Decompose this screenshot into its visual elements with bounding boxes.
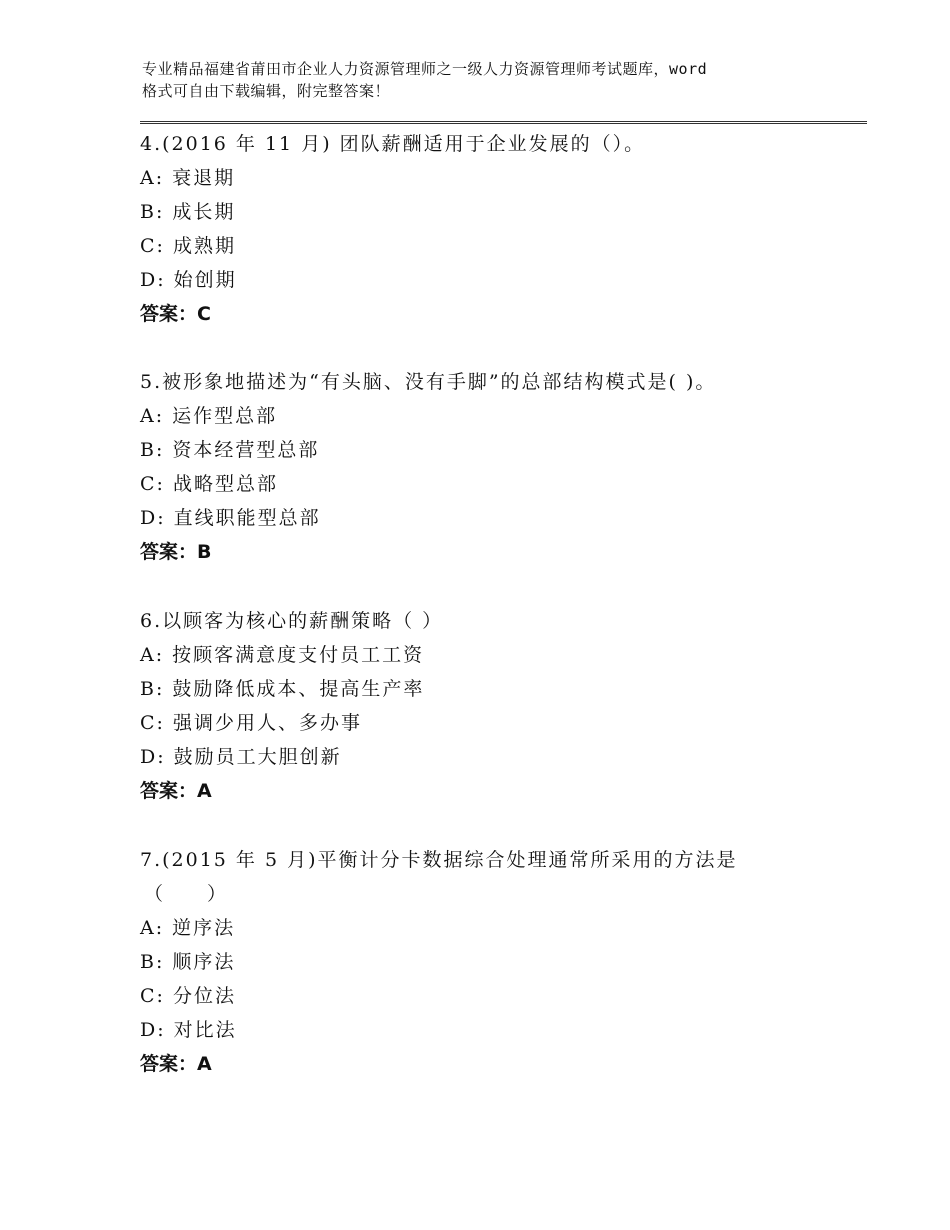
option-b: B: 顺序法 — [140, 951, 236, 973]
option-c: C: 成熟期 — [140, 235, 236, 257]
answer-label: 答案：C — [140, 303, 211, 325]
question-6 — [140, 604, 860, 808]
option-a: A: 衰退期 — [140, 167, 236, 189]
question-7 — [140, 843, 860, 1081]
option-b: B: 成长期 — [140, 201, 236, 223]
header-line-2: 格式可自由下载编辑，附完整答案！ — [142, 82, 391, 100]
option-b: B: 资本经营型总部 — [140, 439, 320, 461]
question-stem: 7.(2015 年 5 月)平衡计分卡数据综合处理通常所采用的方法是 — [140, 849, 738, 871]
question-stem-continuation: （ ） — [144, 883, 229, 905]
option-a: A: 按顾客满意度支付员工工资 — [140, 644, 425, 666]
option-d: D: 直线职能型总部 — [140, 507, 321, 529]
option-a: A: 运作型总部 — [140, 405, 278, 427]
question-stem: 5.被形象地描述为“有头脑、没有手脚”的总部结构模式是( )。 — [140, 371, 717, 393]
option-d: D: 鼓励员工大胆创新 — [140, 746, 342, 768]
option-c: C: 分位法 — [140, 985, 236, 1007]
header-line-1: 专业精品福建省莆田市企业人力资源管理师之一级人力资源管理师考试题库，word — [142, 60, 708, 78]
question-5 — [140, 365, 860, 569]
option-d: D: 对比法 — [140, 1019, 237, 1041]
answer-label: 答案：A — [140, 1053, 212, 1075]
option-b: B: 鼓励降低成本、提高生产率 — [140, 678, 425, 700]
option-a: A: 逆序法 — [140, 917, 236, 939]
header-divider — [140, 121, 867, 124]
option-d: D: 始创期 — [140, 269, 237, 291]
question-4 — [140, 127, 860, 331]
question-stem: 6.以顾客为核心的薪酬策略（ ） — [140, 610, 444, 632]
question-stem: 4.(2016 年 11 月) 团队薪酬适用于企业发展的（）。 — [140, 133, 646, 155]
document-header — [142, 58, 842, 102]
option-c: C: 强调少用人、多办事 — [140, 712, 362, 734]
answer-label: 答案：A — [140, 780, 212, 802]
answer-label: 答案：B — [140, 541, 212, 563]
option-c: C: 战略型总部 — [140, 473, 278, 495]
